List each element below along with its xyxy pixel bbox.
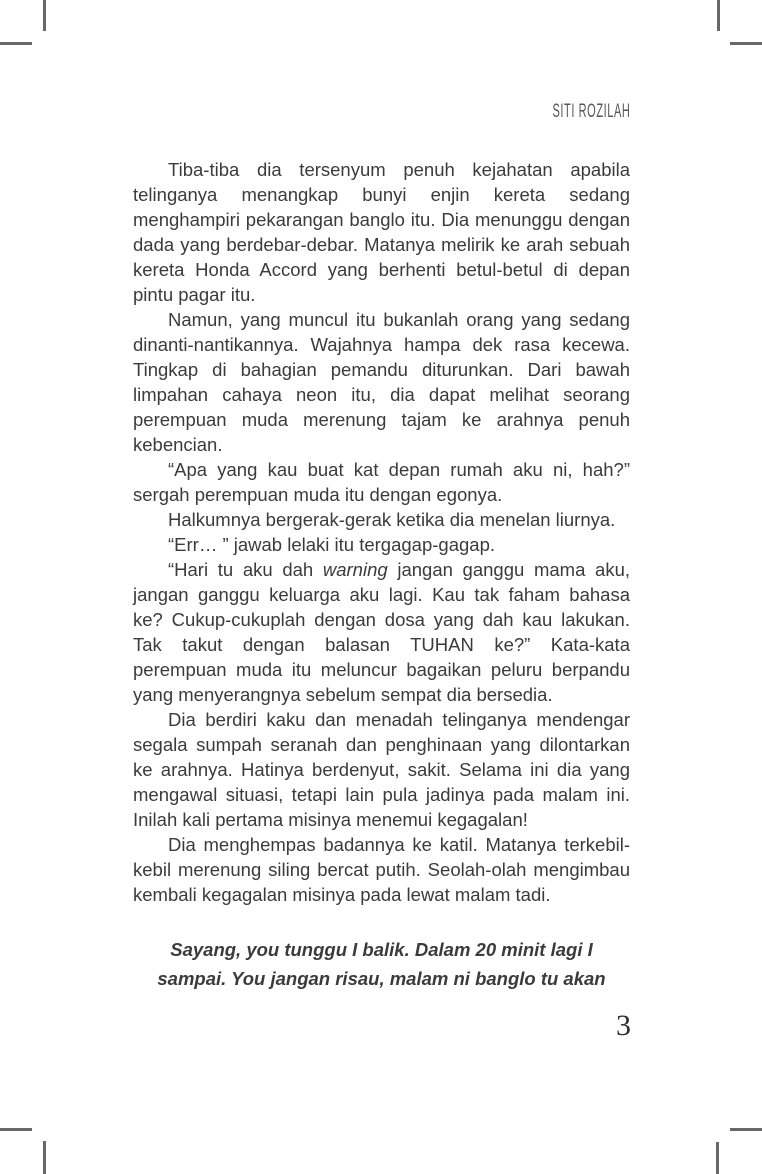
running-header-author: SITI ROZILAH (552, 101, 630, 122)
text-column (133, 157, 630, 993)
body-paragraph: “Apa yang kau buat kat depan rumah aku ni, hah?” sergah perempuan muda itu dengan egonya. (133, 459, 630, 505)
crop-mark-bottom-left-vertical (43, 1141, 46, 1174)
page-number: 3 (616, 1009, 631, 1042)
crop-mark-top-left-vertical (43, 0, 46, 31)
sms-quote-line: Sayang, you tunggu I balik. Dalam 20 minit lagi I (170, 939, 593, 960)
crop-mark-bottom-right-vertical (716, 1142, 719, 1174)
crop-mark-bottom-left-horizontal (0, 1128, 32, 1131)
body-paragraph: Dia menghempas badannya ke katil. Matanya terkebil-kebil merenung siling bercat putih. Seolah-olah mengimbau kembali kegagalan misinya pada lewat malam tadi. (133, 834, 630, 905)
crop-mark-top-right-vertical (717, 0, 720, 31)
paragraph-text-segment: “Hari tu aku dah (168, 559, 323, 580)
crop-mark-bottom-right-horizontal (730, 1128, 762, 1131)
sms-quote-block (133, 935, 630, 993)
body-paragraph: Dia berdiri kaku dan menadah telinganya mendengar segala sumpah seranah dan penghinaan yang dilontarkan ke arahnya. Hatinya berdenyut, sakit. Selama ini dia yang mengawal situasi, tetapi lain pula jadinya pada malam ini. Inilah kali pertama misinya menemui kegagalan! (133, 709, 630, 830)
body-paragraph: Namun, yang muncul itu bukanlah orang yang sedang dinanti-nantikannya. Wajahnya hampa dek rasa kecewa. Tingkap di bahagian pemandu diturunkan. Dari bawah limpahan cahaya neon itu, dia dapat melihat seorang perempuan muda merenung tajam ke arahnya penuh kebencian. (133, 309, 630, 455)
body-paragraph: Halkumnya bergerak-gerak ketika dia menelan liurnya. (168, 509, 616, 530)
crop-mark-top-left-horizontal (0, 42, 32, 45)
body-paragraph: “Err… ” jawab lelaki itu tergagap-gagap. (168, 534, 495, 555)
crop-mark-top-right-horizontal (730, 42, 762, 45)
body-paragraph (133, 557, 630, 707)
paragraph-text-segment: jangan ganggu mama aku, jangan ganggu keluarga aku lagi. Kau tak faham bahasa ke? Cukup-cukuplah dengan dosa yang dah kau lakukan. Tak takut dengan balasan TUHAN ke?” Kata-kata perempuan muda itu meluncur bagaikan peluru berpandu yang menyerangnya sebelum sempat dia bersedia. (133, 559, 630, 705)
body-paragraph: Tiba-tiba dia tersenyum penuh kejahatan apabila telinganya menangkap bunyi enjin kereta sedang menghampiri pekarangan banglo itu. Dia menunggu dengan dada yang berdebar-debar. Matanya melirik ke arah sebuah kereta Honda Accord yang berhenti betul-betul di depan pintu pagar itu. (133, 159, 630, 305)
italic-word: warning (322, 559, 388, 580)
sms-quote-line: sampai. You jangan risau, malam ni banglo tu akan (157, 968, 606, 989)
